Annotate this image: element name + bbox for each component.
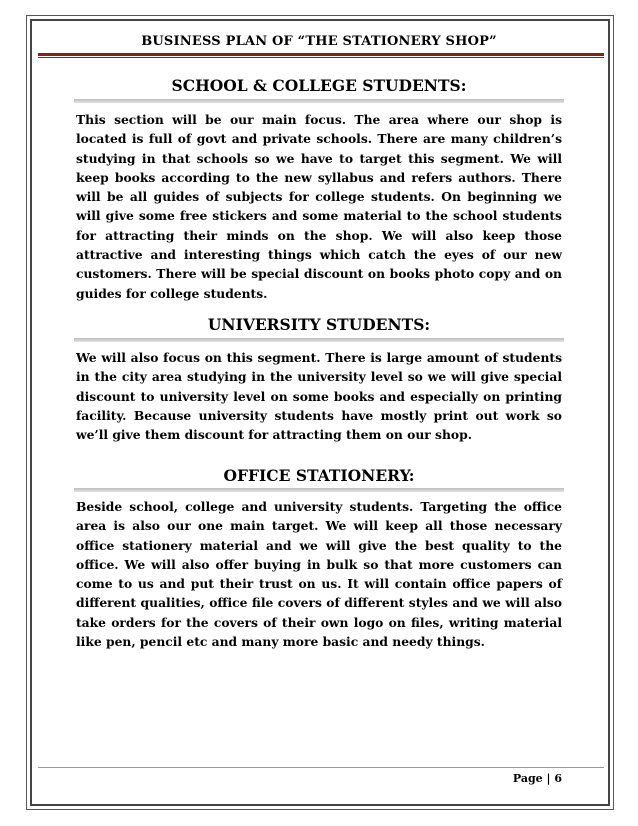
page-header: BUSINESS PLAN OF “THE STATIONERY SHOP” <box>141 34 497 49</box>
section-body-school-college: This section will be our main focus. The area where our shop is located is full of govt and private schools. There are many children’s studying in that schools so we have to target this segment. We will keep books according to the new syllabus and refers authors. There will be all guides of subjects for college students. On beginning we will give some free stickers and some material to the school students for attracting their minds on the shop. We will also keep those attractive and interesting things which catch the eyes of our new customers. There will be special discount on books photo copy and on guides for college students. <box>76 112 562 301</box>
page-number: Page | 6 <box>512 772 562 785</box>
section-rule-university <box>74 338 564 342</box>
section-rule-office <box>74 488 564 492</box>
section-title-school-college: SCHOOL & COLLEGE STUDENTS: <box>171 76 467 95</box>
section-title-office: OFFICE STATIONERY: <box>223 466 415 485</box>
header-rule <box>38 53 604 56</box>
section-body-university: We will also focus on this segment. There is large amount of students in the city area studying in the university level so we will give special discount to university level on some books and especially on printing facility. Because university students have mostly print out work so we’ll give them discount for attracting them on our shop. <box>76 350 562 443</box>
footer-rule <box>38 767 604 768</box>
section-rule-school-college <box>74 99 564 103</box>
section-title-university: UNIVERSITY STUDENTS: <box>207 315 431 334</box>
section-body-office: Beside school, college and university students. Targeting the office area is also our one main target. We will keep all those necessary office stationery material and we will give the best quality to the office. We will also offer buying in bulk so that more customers can come to us and put their trust on us. It will contain office papers of different qualities, office file covers of different styles and we will also take orders for the covers of their own logo on files, writing material like pen, pencil etc and many more basic and needy things. <box>76 499 562 650</box>
header-rule-thin <box>38 57 604 58</box>
